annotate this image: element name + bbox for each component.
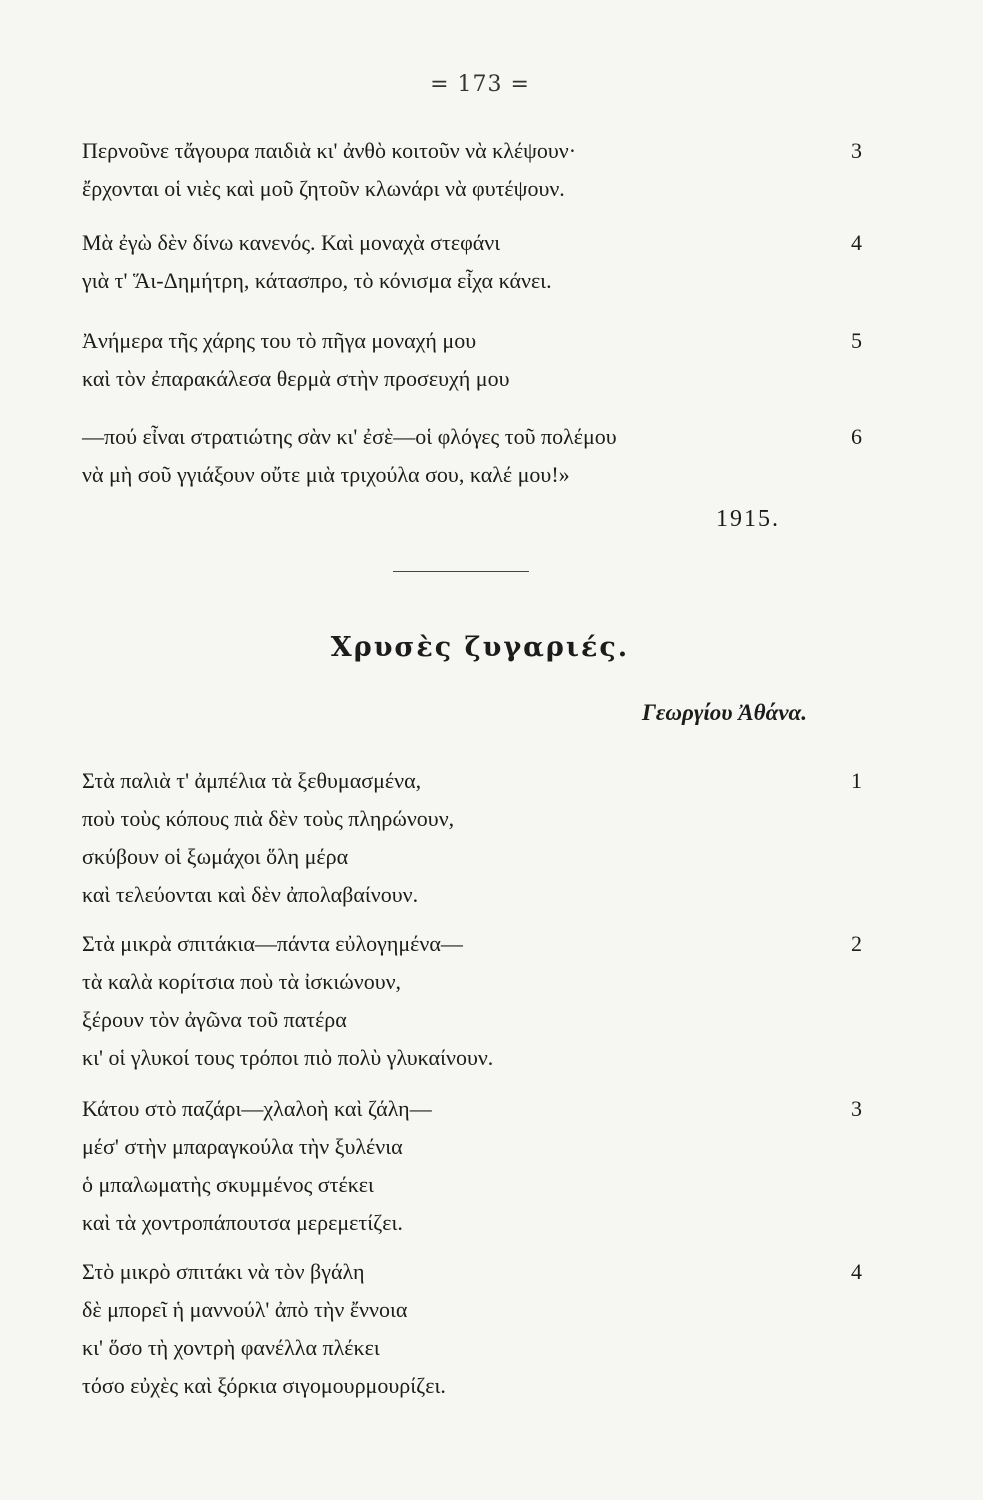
verse-line: τόσο εὐχὲς καὶ ξόρκια σιγομουρμουρίζει. [82, 1373, 446, 1398]
verse-line: ποὺ τοὺς κόπους πιὰ δὲν τοὺς πληρώνουν, [82, 806, 455, 831]
poem1-year: 1915. [716, 506, 780, 532]
stanza-number: 3 [851, 1096, 862, 1121]
verse-line: Περνοῦνε τἄγουρα παιδιὰ κι' ἀνθὸ κοιτοῦν νὰ κλέψουν· [82, 138, 577, 163]
verse-line: Στὰ μικρὰ σπιτάκια—πάντα εὐλογημένα— [82, 931, 463, 956]
verse-line: Κάτου στὸ παζάρι—χλαλοὴ καὶ ζάλη— [82, 1096, 432, 1121]
verse-line: σκύβουν οἱ ξωμάχοι ὅλη μέρα [82, 844, 349, 869]
poem2-stanza-3 [82, 1090, 862, 1242]
verse-line: κι' ὅσο τὴ χοντρὴ φανέλλα πλέκει [82, 1335, 380, 1360]
stanza-number: 1 [851, 768, 862, 793]
verse-line: Μὰ ἐγὼ δὲν δίνω κανενός. Καὶ μοναχὰ στεφάνι [82, 230, 501, 255]
verse-line: τὰ καλὰ κορίτσια ποὺ τὰ ἰσκιώνουν, [82, 969, 402, 994]
verse-line: —πού εἶναι στρατιώτης σὰν κι' ἐσὲ—οἱ φλόγες τοῦ πολέμου [82, 424, 617, 449]
verse-line: ὁ μπαλωματὴς σκυμμένος στέκει [82, 1172, 374, 1197]
poem2-stanza-2 [82, 925, 862, 1077]
stanza-number: 6 [851, 424, 862, 449]
verse-line: Ἀνήμερα τῆς χάρης του τὸ πῆγα μοναχή μου [82, 328, 477, 353]
verse-line: Στὸ μικρὸ σπιτάκι νὰ τὸν βγάλη [82, 1259, 365, 1284]
poem2-author: Γεωργίου Ἀθάνα. [642, 700, 807, 725]
page-number: = 173 = [430, 72, 530, 97]
verse-line: δὲ μπορεῖ ἡ μαννούλ' ἀπὸ τὴν ἔννοια [82, 1297, 408, 1322]
verse-line: ξέρουν τὸν ἀγῶνα τοῦ πατέρα [82, 1007, 347, 1032]
verse-line: νὰ μὴ σοῦ γγιάξουν οὔτε μιὰ τριχούλα σου, καλέ μου!» [82, 462, 570, 487]
poem1-stanza-3 [82, 132, 862, 208]
stanza-number: 3 [851, 138, 862, 163]
section-divider [393, 571, 529, 572]
verse-line: Στὰ παλιὰ τ' ἀμπέλια τὰ ξεθυμασμένα, [82, 768, 422, 793]
verse-line: γιὰ τ' Ἅι-Δημήτρη, κάτασπρο, τὸ κόνισμα εἶχα κάνει. [82, 268, 552, 293]
verse-line: καὶ τὰ χοντροπάπουτσα μερεμετίζει. [82, 1210, 403, 1235]
verse-line: ἔρχονται οἱ νιὲς καὶ μοῦ ζητοῦν κλωνάρι νὰ φυτέψουν. [82, 176, 565, 201]
verse-line: καὶ τελεύονται καὶ δὲν ἀπολαβαίνουν. [82, 882, 419, 907]
verse-line: κι' οἱ γλυκοί τους τρόποι πιὸ πολὺ γλυκαίνουν. [82, 1045, 494, 1070]
poem1-stanza-6 [82, 418, 862, 494]
poem2-stanza-4 [82, 1253, 862, 1405]
poem2-title: Χρυσὲς ζυγαριές. [330, 632, 630, 663]
poem1-stanza-5 [82, 322, 862, 398]
stanza-number: 5 [851, 328, 862, 353]
poem2-stanza-1 [82, 762, 862, 914]
poem1-stanza-4 [82, 224, 862, 300]
verse-line: μέσ' στὴν μπαραγκούλα τὴν ξυλένια [82, 1134, 403, 1159]
verse-line: καὶ τὸν ἐπαρακάλεσα θερμὰ στὴν προσευχή μου [82, 366, 510, 391]
stanza-number: 4 [851, 1259, 862, 1284]
stanza-number: 2 [851, 931, 862, 956]
stanza-number: 4 [851, 230, 862, 255]
